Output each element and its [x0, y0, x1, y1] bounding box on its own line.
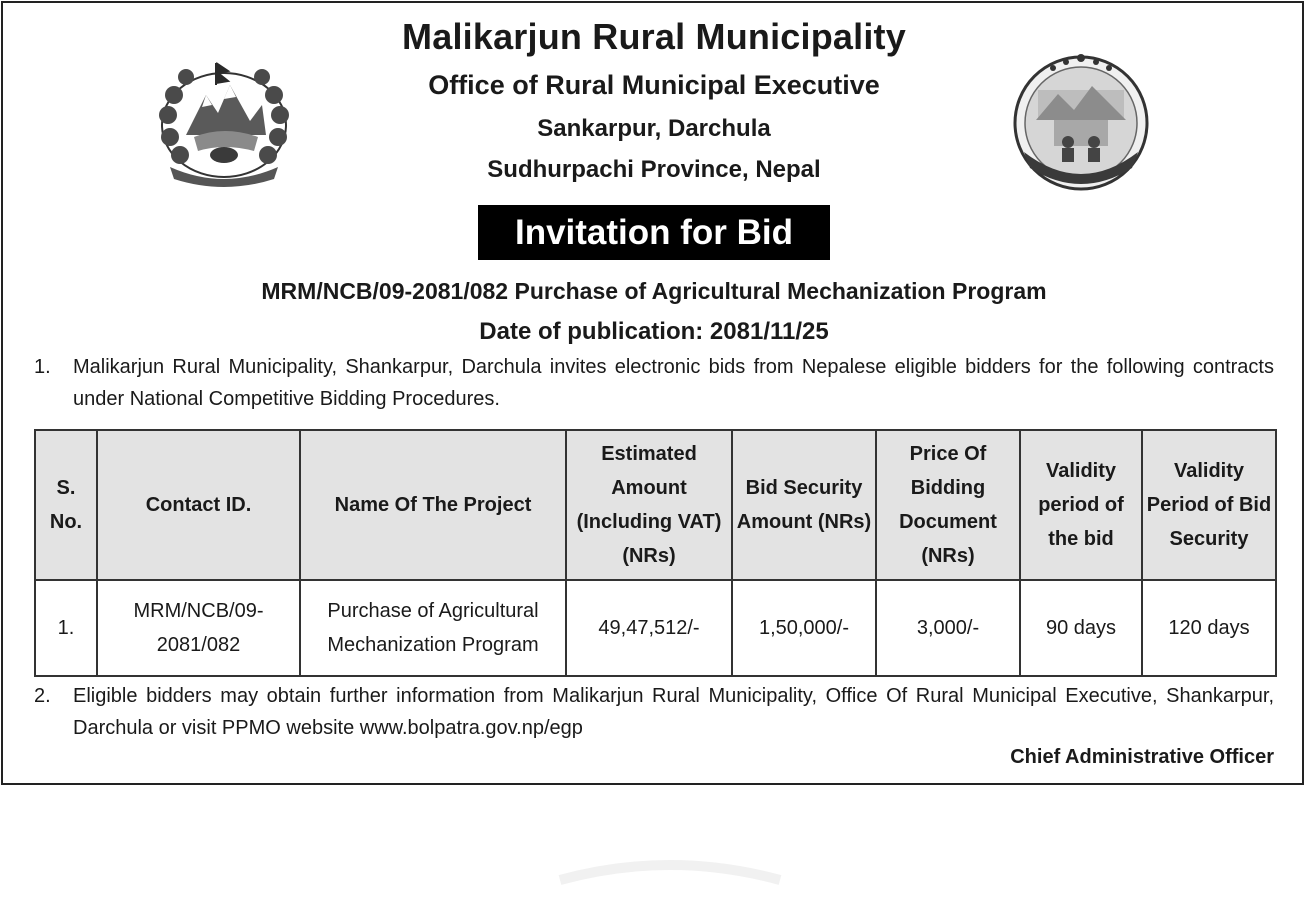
table-header-row: [35, 430, 1276, 580]
cell-contact-id: MRM/NCB/09-2081/082: [97, 580, 300, 676]
signature-title: Chief Administrative Officer: [1010, 746, 1274, 768]
paragraph-number: 1.: [34, 356, 51, 378]
paragraph-text: Malikarjun Rural Municipality, Shankarpur, Darchula invites electronic bids from Nepalese eligible bidders for the following contracts under National Competitive Bidding Procedures.: [73, 356, 1274, 410]
table-row: [35, 580, 1276, 676]
cell-estimated-amount: 49,47,512/-: [566, 580, 732, 676]
address-line-1: Sankarpur, Darchula: [537, 115, 771, 142]
header-project-name: Name Of The Project: [300, 430, 566, 580]
invitation-banner: Invitation for Bid: [478, 205, 830, 260]
header-bid-validity: Validity period of the bid: [1020, 430, 1142, 580]
header-bid-security: Bid Security Amount (NRs): [732, 430, 876, 580]
cell-security-validity: 120 days: [1142, 580, 1276, 676]
paragraph-1: [34, 351, 1274, 415]
office-name: Office of Rural Municipal Executive: [428, 70, 880, 100]
publication-date: Date of publication: 2081/11/25: [479, 318, 829, 345]
header-contact-id: Contact ID.: [97, 430, 300, 580]
cell-document-price: 3,000/-: [876, 580, 1020, 676]
bid-table: [34, 429, 1277, 677]
header-document-price: Price Of Bidding Document (NRs): [876, 430, 1020, 580]
cell-bid-validity: 90 days: [1020, 580, 1142, 676]
cell-bid-security: 1,50,000/-: [732, 580, 876, 676]
paragraph-2: [34, 680, 1274, 744]
header-security-validity: Validity Period of Bid Security: [1142, 430, 1276, 580]
paragraph-number: 2.: [34, 685, 51, 707]
paragraph-text: Eligible bidders may obtain further information from Malikarjun Rural Municipality, Office Of Rural Municipal Executive, Shankarpur, Darchula or visit PPMO website www.bolpatra.gov.np/egp: [73, 685, 1274, 739]
header-sn: S. No.: [35, 430, 97, 580]
header-estimated-amount: Estimated Amount (Including VAT) (NRs): [566, 430, 732, 580]
notice-reference: MRM/NCB/09-2081/082 Purchase of Agricultural Mechanization Program: [261, 278, 1047, 304]
watermark-smudge-icon: [520, 830, 820, 900]
municipality-title: Malikarjun Rural Municipality: [402, 16, 906, 57]
address-line-2: Sudhurpachi Province, Nepal: [487, 156, 821, 183]
cell-project-name: Purchase of Agricultural Mechanization Program: [300, 580, 566, 676]
cell-sn: 1.: [35, 580, 97, 676]
